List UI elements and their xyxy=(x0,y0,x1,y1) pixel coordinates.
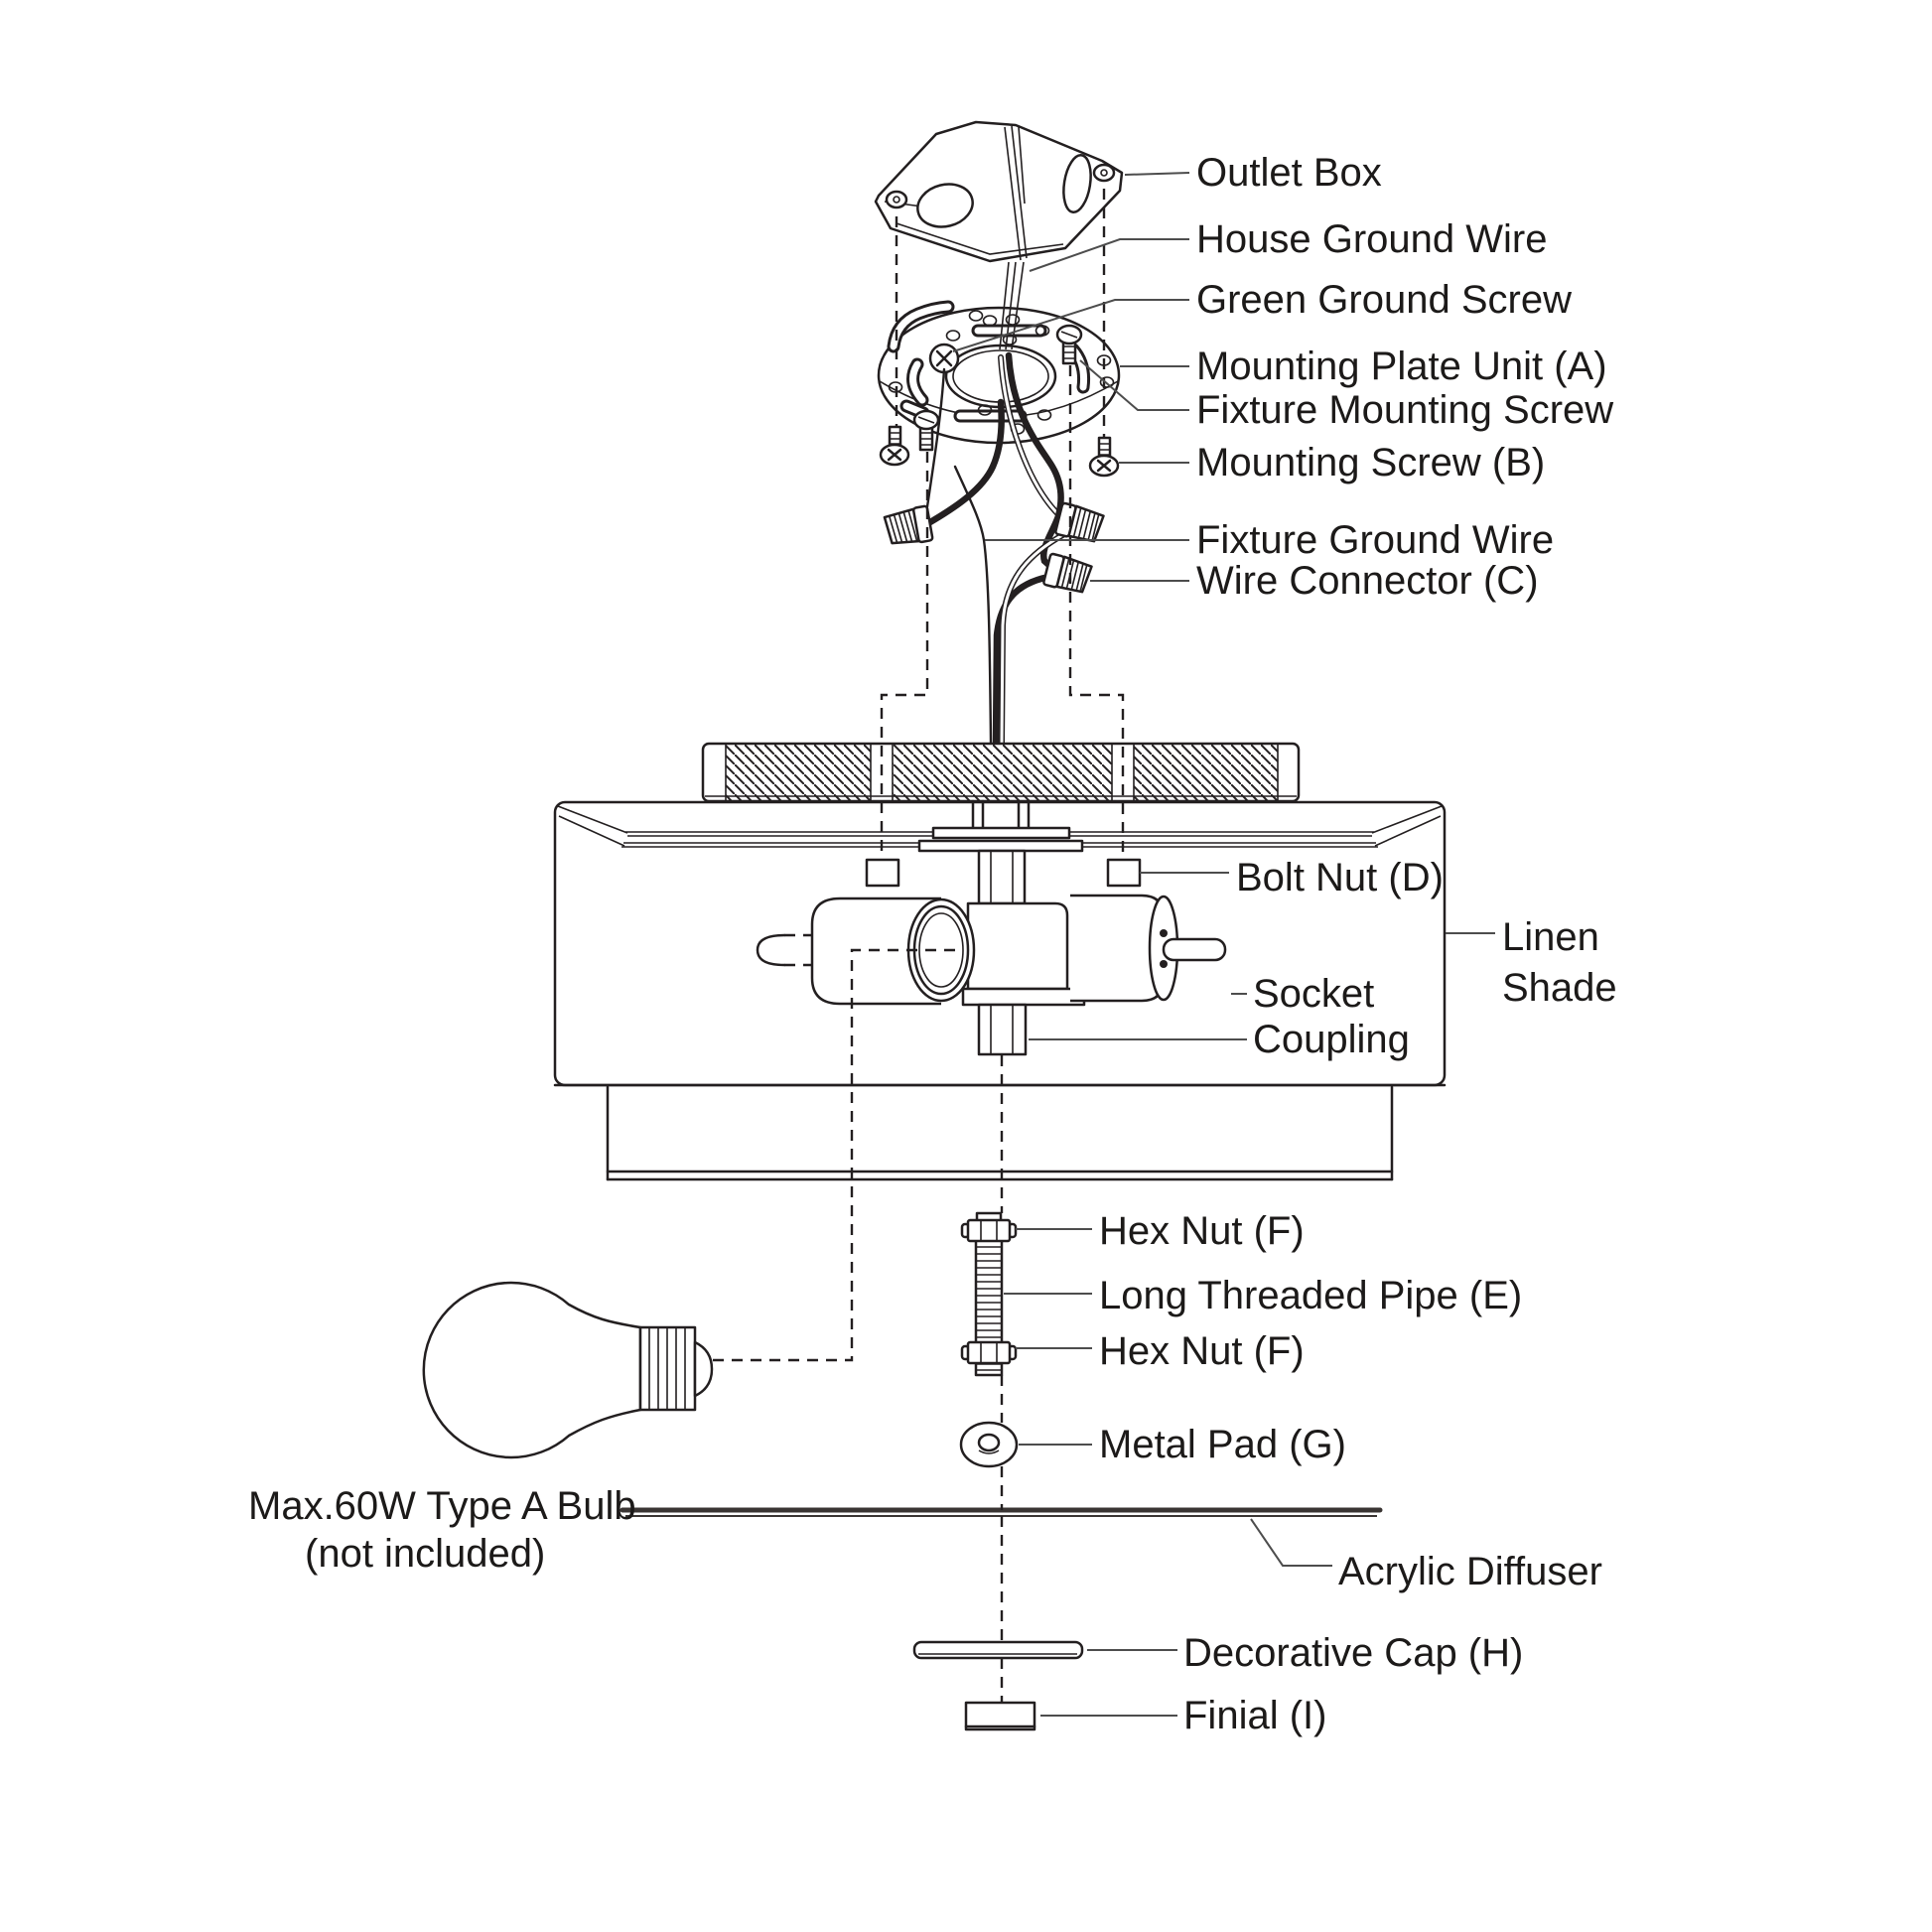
label-finial: Finial (I) xyxy=(1183,1694,1327,1737)
socket-ring xyxy=(908,899,974,1001)
wire-connector-left xyxy=(884,505,932,547)
outlet-box-drawing xyxy=(876,122,1122,261)
shade-lower-drum xyxy=(608,1087,1392,1179)
label-bolt-nut: Bolt Nut (D) xyxy=(1236,856,1444,899)
wire-connector-right-lower xyxy=(1043,553,1092,594)
label-bulb-note-line1: Max.60W Type A Bulb xyxy=(248,1484,636,1528)
label-house-ground-wire: House Ground Wire xyxy=(1196,217,1548,261)
label-mounting-plate-unit: Mounting Plate Unit (A) xyxy=(1196,345,1607,388)
label-socket: Socket xyxy=(1253,972,1375,1016)
bolt-nut-left xyxy=(867,860,898,886)
label-bulb-note-line2: (not included) xyxy=(305,1532,546,1576)
label-acrylic-diffuser: Acrylic Diffuser xyxy=(1338,1550,1602,1593)
label-fixture-ground-wire: Fixture Ground Wire xyxy=(1196,518,1555,562)
label-hex-nut-bottom: Hex Nut (F) xyxy=(1099,1329,1305,1373)
hex-nut-bottom-part xyxy=(962,1342,1016,1363)
light-bulb xyxy=(424,1283,712,1457)
decorative-cap-part xyxy=(914,1642,1082,1658)
finial-part xyxy=(966,1703,1035,1729)
socket-center-block xyxy=(968,903,1067,989)
bolt-nut-right xyxy=(1108,860,1140,886)
label-outlet-box: Outlet Box xyxy=(1196,151,1382,195)
hex-nut-top-part xyxy=(962,1213,1016,1241)
coupling-part xyxy=(979,1005,1026,1054)
label-coupling: Coupling xyxy=(1253,1018,1410,1061)
label-long-threaded-pipe: Long Threaded Pipe (E) xyxy=(1099,1274,1523,1317)
acrylic-diffuser-part xyxy=(622,1510,1380,1516)
leader-acrylic-diffuser xyxy=(1251,1519,1332,1566)
label-wire-connector: Wire Connector (C) xyxy=(1196,559,1539,603)
label-mounting-screw: Mounting Screw (B) xyxy=(1196,441,1546,484)
metal-pad-part xyxy=(961,1423,1017,1466)
leader-outlet-box xyxy=(1125,173,1189,175)
mounting-screw-b-left xyxy=(881,427,908,465)
label-green-ground-screw: Green Ground Screw xyxy=(1196,278,1572,322)
label-fixture-mounting-screw: Fixture Mounting Screw xyxy=(1196,388,1614,432)
socket-flange xyxy=(963,989,1084,1005)
label-linen-shade-line1: Linen xyxy=(1502,915,1599,959)
green-ground-screw-icon xyxy=(930,345,958,372)
label-decorative-cap: Decorative Cap (H) xyxy=(1183,1631,1524,1675)
label-metal-pad: Metal Pad (G) xyxy=(1099,1423,1346,1466)
label-hex-nut-top: Hex Nut (F) xyxy=(1099,1209,1305,1253)
label-linen-shade-line2: Shade xyxy=(1502,966,1617,1010)
canopy-ring xyxy=(703,744,1299,801)
mounting-screw-b-right xyxy=(1090,438,1118,476)
